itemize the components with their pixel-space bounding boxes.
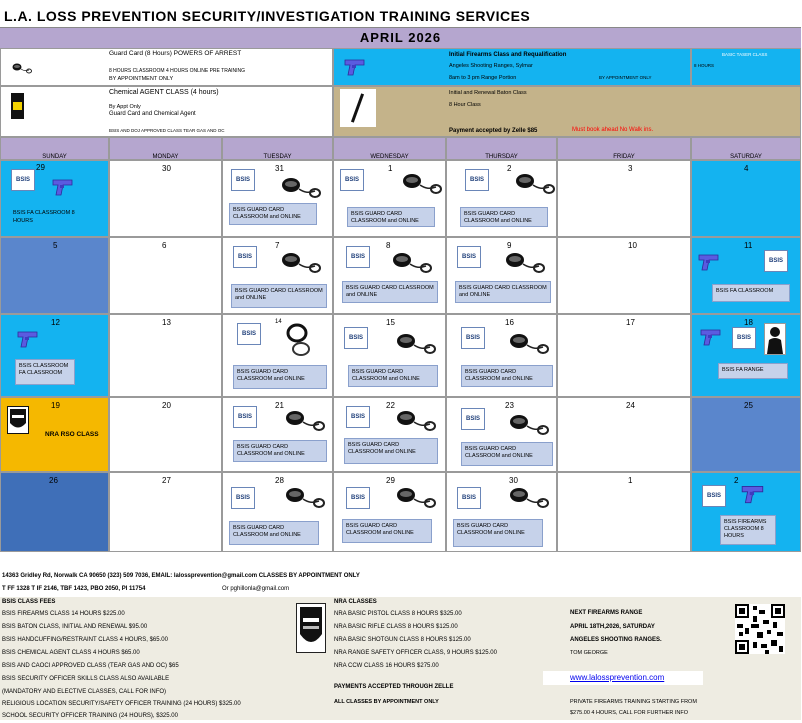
bsis-fee-line: BSIS AND CAOCI APPROVED CLASS (TEAR GAS AND OC) $65	[2, 663, 179, 669]
class-note: BSIS GUARD CARD CLASSROOM and ONLINE	[344, 438, 438, 464]
handcuffs-icon	[11, 57, 33, 79]
next-range-date: APRIL 18TH,2026, SATURDAY	[570, 624, 655, 630]
day-number: 5	[53, 241, 58, 250]
day-number: 15	[386, 318, 395, 327]
day-number: 3	[628, 164, 633, 173]
bsis-fee-line: BSIS CHEMICAL AGENT CLASS 4 HOURS $65.00	[2, 650, 140, 656]
day-cell[interactable]	[0, 160, 109, 237]
day-number: 11	[744, 241, 753, 250]
chemical-agent-sub: Guard Card and Chemical Agent	[109, 111, 196, 117]
day-number: 2	[734, 476, 739, 485]
handcuffs-icon	[507, 485, 551, 514]
day-cell[interactable]	[691, 397, 801, 472]
pistol-icon	[740, 483, 766, 510]
day-number: 9	[507, 241, 512, 250]
bsis-badge-icon: BSIS	[344, 327, 368, 349]
handcuffs-icon	[400, 171, 444, 200]
rso-shield-icon	[296, 603, 326, 653]
taser-hours: 8 HOURS	[694, 63, 715, 68]
bsis-badge-icon: BSIS	[346, 406, 370, 428]
class-note: BSIS GUARD CARD CLASSROOM and ONLINE	[460, 207, 548, 227]
day-number: 2	[507, 164, 512, 173]
class-note: BSIS FA CLASSROOM 8 HOURS	[13, 210, 75, 224]
day-cell[interactable]	[0, 472, 109, 552]
day-number: 7	[275, 241, 280, 250]
bsis-fee-line: BSIS FIREARMS CLASS 14 HOURS $225.00	[2, 611, 125, 617]
class-note: BSIS GUARD CARD CLASSROOM and ONLINE	[342, 281, 438, 303]
day-number: 28	[275, 476, 284, 485]
nra-class-line: NRA CCW CLASS 16 HOURS $275.00	[334, 663, 439, 669]
next-range-title: NEXT FIREARMS RANGE	[570, 610, 643, 616]
taser-title: BASIC TASER CLASS	[722, 52, 768, 57]
bsis-badge-icon: BSIS	[457, 487, 481, 509]
nra-class-line: NRA RANGE SAFETY OFFICER CLASS, 9 HOURS $125.00	[334, 650, 497, 656]
day-number: 8	[386, 241, 391, 250]
day-cell[interactable]	[333, 397, 446, 472]
handcuffs-icon	[507, 331, 551, 360]
class-note: BSIS GUARD CARD CLASSROOM and ONLINE	[348, 365, 438, 387]
next-range-location: ANGELES SHOOTING RANGES.	[570, 637, 662, 643]
day-cell[interactable]	[691, 314, 801, 397]
pistol-icon	[51, 177, 75, 202]
class-note: BSIS GUARD CARD CLASSROOM and ONLINE	[461, 442, 553, 466]
taser-box	[691, 48, 801, 86]
day-cell[interactable]	[222, 314, 333, 397]
day-number: 14	[275, 319, 282, 325]
baton-icon-bg	[340, 89, 376, 127]
class-note: NRA RSO CLASS	[45, 431, 99, 438]
day-cell[interactable]	[691, 237, 801, 314]
day-number: 30	[509, 476, 518, 485]
day-cell[interactable]	[557, 472, 691, 552]
bsis-fee-line: BSIS BATON CLASS, INITIAL AND RENEWAL $95.00	[2, 624, 148, 630]
month-banner: APRIL 2026	[0, 28, 801, 48]
day-cell[interactable]	[446, 472, 557, 552]
day-header-thursday: THURSDAY	[446, 137, 557, 160]
day-cell[interactable]	[333, 314, 446, 397]
handcuffs-icon	[394, 485, 438, 514]
class-note: BSIS GUARD CARD CLASSROOM and ONLINE	[229, 203, 317, 225]
website-link[interactable]: www.lalossprevention.com	[570, 673, 665, 682]
day-cell[interactable]	[446, 237, 557, 314]
contact-address: 14363 Gridley Rd, Norwalk CA 90650 (323) 509 7036, EMAIL: lalossprevention@gmail.com CLASSES BY APPOINTMENT ONLY	[2, 573, 360, 579]
day-header-saturday: SATURDAY	[691, 137, 801, 160]
next-range-instructor: TOM GEORGE	[570, 650, 608, 656]
day-cell[interactable]	[333, 237, 446, 314]
day-cell[interactable]	[557, 314, 691, 397]
day-number: 29	[36, 163, 45, 172]
class-note: BSIS GUARD CARD CLASSROOM and ONLINE	[347, 207, 435, 227]
day-cell[interactable]	[109, 397, 222, 472]
day-number: 13	[162, 318, 171, 327]
bsis-badge-icon: BSIS	[231, 169, 255, 191]
bsis-badge-icon: BSIS	[346, 246, 370, 268]
day-number: 25	[744, 401, 753, 410]
guard-card-box	[0, 48, 333, 86]
day-cell[interactable]	[691, 160, 801, 237]
bsis-badge-icon: BSIS	[457, 246, 481, 268]
chemical-agent-box	[0, 86, 333, 137]
payment-note: Payment accepted by Zelle $85	[449, 128, 538, 134]
bsis-badge-icon: BSIS	[346, 487, 370, 509]
day-number: 10	[628, 241, 637, 250]
class-note: BSIS GUARD CARD CLASSROOM and ONLINE	[461, 365, 553, 387]
license-line: T FF 1328 T IF 2146, TBF 1423, PBO 2050, PI 11754	[2, 586, 146, 592]
appointment-note: ALL CLASSES BY APPOINTMENT ONLY	[334, 699, 439, 705]
class-note: BSIS FIREARMS CLASSROOM 8 HOURS	[720, 515, 776, 545]
day-header-sunday: SUNDAY	[0, 137, 109, 160]
day-cell[interactable]	[0, 314, 109, 397]
day-cell[interactable]	[109, 314, 222, 397]
day-cell[interactable]	[557, 237, 691, 314]
day-header-monday: MONDAY	[109, 137, 222, 160]
handcuffs-icon	[279, 175, 323, 204]
firearms-range: Angeles Shooting Ranges, Sylmar	[449, 63, 533, 69]
class-note: BSIS GUARD CARD CLASSROOM and ONLINE	[233, 365, 327, 389]
firearms-appt: BY APPOINTMENT ONLY	[599, 75, 652, 80]
handcuffs-icon	[503, 250, 547, 279]
bsis-badge-icon: BSIS	[764, 250, 788, 272]
handcuffs-icon	[513, 171, 557, 200]
firearms-box	[333, 48, 691, 86]
chemical-agent-note: BSIS AND DOJ APPROVED CLASS TEAR GAS AND OC	[109, 128, 225, 133]
payments-note: PAYMENTS ACCEPTED THROUGH ZELLE	[334, 684, 454, 690]
day-number: 21	[275, 401, 284, 410]
day-cell[interactable]	[222, 472, 333, 552]
class-note: BSIS CLASSROOM FA CLASSROOM	[15, 359, 75, 385]
class-note: BSIS GUARD CARD CLASSROOM and ONLINE	[342, 519, 432, 543]
day-cell[interactable]	[333, 472, 446, 552]
baton-hours: 8 Hour Class	[449, 102, 481, 108]
bsis-fee-line: BSIS HANDCUFFING/RESTRAINT CLASS 4 HOURS, $65.00	[2, 637, 168, 643]
day-header-wednesday: WEDNESDAY	[333, 137, 446, 160]
day-number: 27	[162, 476, 171, 485]
chemical-agent-title: Chemical AGENT CLASS (4 hours)	[109, 89, 219, 96]
pistol-icon	[15, 329, 41, 354]
bsis-badge-icon: BSIS	[233, 406, 257, 428]
class-note: BSIS GUARD CARD CLASSROOM and ONLINE	[455, 281, 551, 303]
bsis-badge-icon: BSIS	[340, 169, 364, 191]
guard-card-appt: BY APPOINTMENT ONLY	[109, 76, 174, 82]
day-number: 16	[505, 318, 514, 327]
bsis-badge-icon: BSIS	[231, 487, 255, 509]
qr-code-icon[interactable]	[735, 604, 785, 654]
day-number: 26	[49, 476, 58, 485]
bsis-fees-title: BSIS CLASS FEES	[2, 599, 56, 605]
bsis-badge-icon: BSIS	[732, 327, 756, 349]
day-cell[interactable]	[222, 160, 333, 237]
handcuffs-icon	[283, 485, 327, 514]
day-number: 20	[162, 401, 171, 410]
pistol-icon	[698, 327, 724, 352]
nra-class-line: NRA BASIC PISTOL CLASS 8 HOURS $325.00	[334, 611, 462, 617]
day-header-tuesday: TUESDAY	[222, 137, 333, 160]
day-number: 6	[162, 241, 167, 250]
handcuffs-icon	[507, 412, 551, 441]
day-cell[interactable]	[0, 237, 109, 314]
private-training-price: $275.00 4 HOURS, CALL FOR FURTHER INFO	[570, 710, 688, 716]
pepper-spray-icon	[11, 93, 24, 119]
day-header-friday: FRIDAY	[557, 137, 691, 160]
handcuffs-icon	[390, 250, 434, 279]
day-number: 19	[51, 401, 60, 410]
day-cell[interactable]	[0, 397, 109, 472]
day-cell[interactable]	[557, 397, 691, 472]
bsis-badge-icon: BSIS	[237, 323, 261, 345]
bsis-badge-icon: BSIS	[461, 327, 485, 349]
day-number: 22	[386, 401, 395, 410]
pistol-icon	[342, 57, 368, 82]
walkin-note: Must book ahead No Walk ins.	[572, 127, 654, 133]
handcuffs-icon	[279, 250, 323, 279]
alt-email: Or pghillonla@gmail.com	[222, 586, 290, 592]
class-note: BSIS FA CLASSROOM	[712, 284, 790, 302]
day-number: 1	[388, 164, 393, 173]
page-title: L.A. LOSS PREVENTION SECURITY/INVESTIGATION TRAINING SERVICES	[4, 8, 531, 24]
rso-shield-icon	[7, 406, 29, 434]
handcuffs-icon	[394, 331, 438, 360]
day-number: 12	[51, 318, 60, 327]
day-cell[interactable]	[333, 160, 446, 237]
private-training-line: PRIVATE FIREARMS TRAINING STARTING FROM	[570, 699, 697, 705]
chemical-agent-appt: By Appt Only	[109, 104, 141, 110]
day-cell[interactable]	[222, 237, 333, 314]
day-number: 18	[744, 318, 753, 327]
baton-box	[333, 86, 801, 137]
class-note: BSIS GUARD CARD CLASSROOM and ONLINE	[231, 284, 327, 308]
day-cell[interactable]	[222, 397, 333, 472]
day-cell[interactable]	[446, 160, 557, 237]
guard-card-sub: 8 HOURS CLASSROOM 4 HOURS ONLINE PRE TRAINING	[109, 68, 246, 74]
class-note: BSIS GUARD CARD CLASSROOM and ONLINE	[229, 521, 319, 545]
day-number: 30	[162, 164, 171, 173]
nra-title: NRA CLASSES	[334, 599, 377, 605]
day-cell[interactable]	[446, 314, 557, 397]
guard-card-title: Guard Card (8 Hours) POWERS OF ARREST	[109, 50, 242, 57]
day-number: 31	[275, 164, 284, 173]
bsis-fee-line: RELIGIOUS LOCATION SECURITY/SAFETY OFFICER TRAINING (24 HOURS) $325.00	[2, 701, 241, 707]
bsis-badge-icon: BSIS	[461, 408, 485, 430]
day-number: 4	[744, 164, 749, 173]
bsis-badge-icon: BSIS	[702, 485, 726, 507]
day-cell[interactable]	[446, 397, 557, 472]
day-number: 1	[628, 476, 633, 485]
firearms-title: Initial Firearms Class and Requalification	[449, 52, 567, 58]
day-cell[interactable]	[557, 160, 691, 237]
day-cell[interactable]	[109, 237, 222, 314]
bsis-badge-icon: BSIS	[11, 169, 35, 191]
handcuffs-icon	[394, 408, 438, 437]
baton-title: Initial and Renewal Baton Class	[449, 90, 527, 96]
bsis-fee-line: BSIS SECURITY OFFICER SKILLS CLASS ALSO AVAILABLE	[2, 676, 170, 682]
handcuffs-icon	[285, 323, 313, 357]
day-number: 17	[626, 318, 635, 327]
firearms-time: 8am to 3 pm Range Portion	[449, 75, 517, 81]
pistol-icon	[696, 252, 722, 277]
bsis-fee-line: SCHOOL SECURITY OFFICER TRAINING (24 HOURS), $325.00	[2, 713, 178, 719]
day-number: 23	[505, 401, 514, 410]
silhouette-target-icon	[764, 323, 786, 355]
day-cell[interactable]	[109, 160, 222, 237]
day-cell[interactable]	[691, 472, 801, 552]
class-note: BSIS FA RANGE	[718, 363, 788, 379]
nra-class-line: NRA BASIC SHOTGUN CLASS 8 HOURS $125.00	[334, 637, 471, 643]
baton-icon	[351, 93, 364, 122]
day-number: 24	[626, 401, 635, 410]
bsis-fee-line: (MANDATORY AND ELECTIVE CLASSES, CALL FOR INFO)	[2, 689, 167, 695]
bsis-badge-icon: BSIS	[465, 169, 489, 191]
class-note: BSIS GUARD CARD CLASSROOM and ONLINE	[453, 519, 543, 547]
day-cell[interactable]	[109, 472, 222, 552]
handcuffs-icon	[283, 408, 327, 437]
bsis-badge-icon: BSIS	[233, 246, 257, 268]
day-number: 29	[386, 476, 395, 485]
nra-class-line: NRA BASIC RIFLE CLASS 8 HOURS $125.00	[334, 624, 458, 630]
class-note: BSIS GUARD CARD CLASSROOM and ONLINE	[233, 440, 327, 462]
